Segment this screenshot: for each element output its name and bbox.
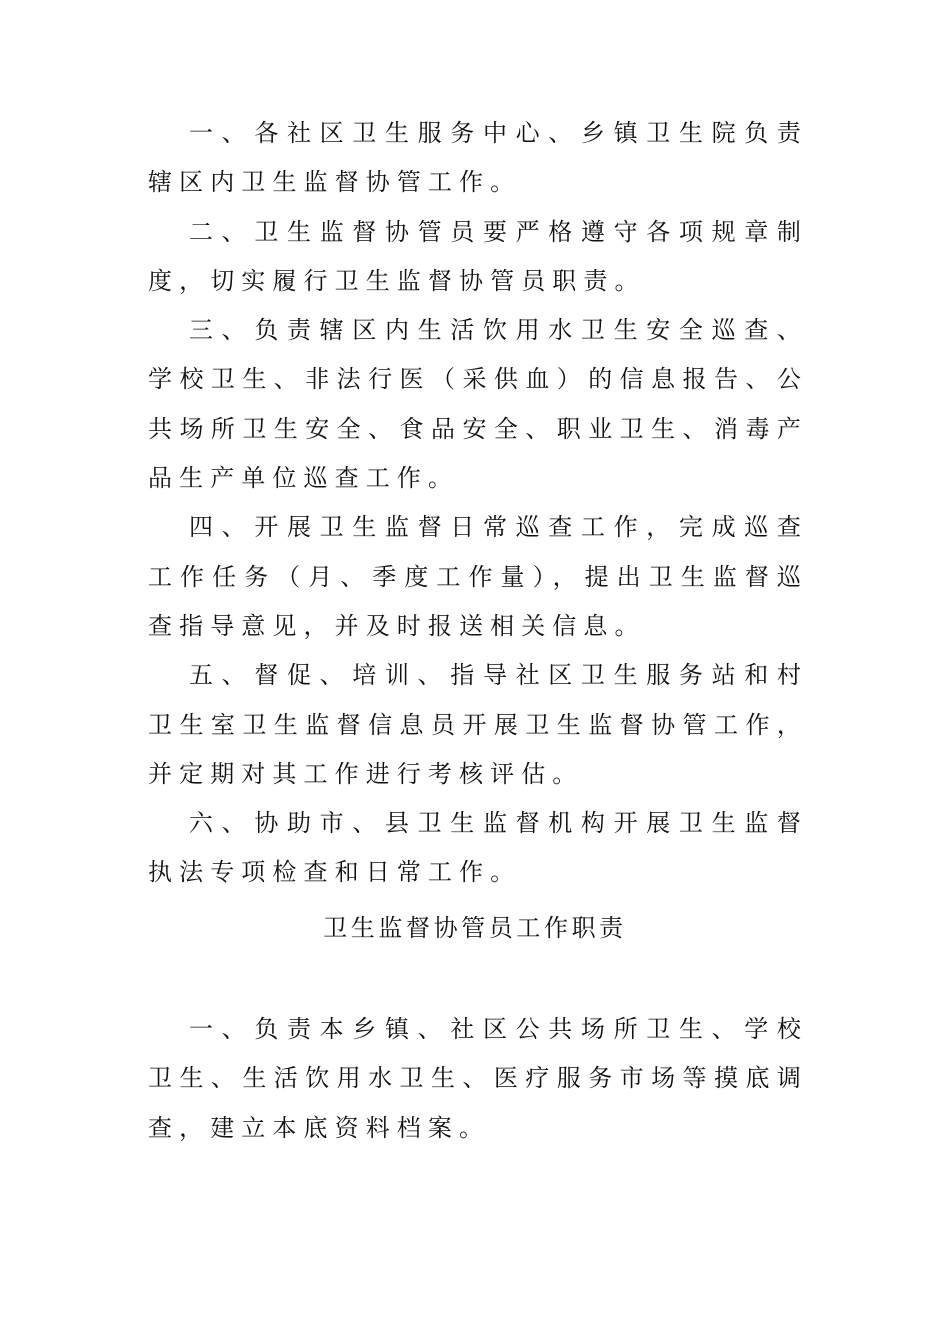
duty-paragraph-2: 二、卫生监督协管员要严格遵守各项规章制度，切实履行卫生监督协管员职责。: [148, 217, 808, 295]
duty-paragraph-6: 六、协助市、县卫生监督机构开展卫生监督执法专项检查和日常工作。: [148, 809, 808, 887]
section-title: 卫生监督协管员工作职责: [323, 914, 627, 942]
duty-paragraph-4: 四、开展卫生监督日常巡查工作，完成巡查工作任务（月、季度工作量），提出卫生监督巡查指导意见，并及时报送相关信息。: [148, 513, 808, 640]
coordinator-duty-paragraph-1: 一、负责本乡镇、社区公共场所卫生、学校卫生、生活饮用水卫生、医疗服务市场等摸底调查，建立本底资料档案。: [148, 1015, 808, 1142]
duties-section-1: [148, 109, 808, 898]
duty-paragraph-3: 三、负责辖区内生活饮用水卫生安全巡查、学校卫生、非法行医（采供血）的信息报告、公共场所卫生安全、食品安全、职业卫生、消毒产品生产单位巡查工作。: [148, 316, 808, 493]
duty-paragraph-1: 一、各社区卫生服务中心、乡镇卫生院负责辖区内卫生监督协管工作。: [148, 119, 808, 197]
duty-paragraph-5: 五、督促、培训、指导社区卫生服务站和村卫生室卫生监督信息员开展卫生监督协管工作，并定期对其工作进行考核评估。: [148, 661, 808, 788]
duties-section-2: [148, 1005, 808, 1153]
